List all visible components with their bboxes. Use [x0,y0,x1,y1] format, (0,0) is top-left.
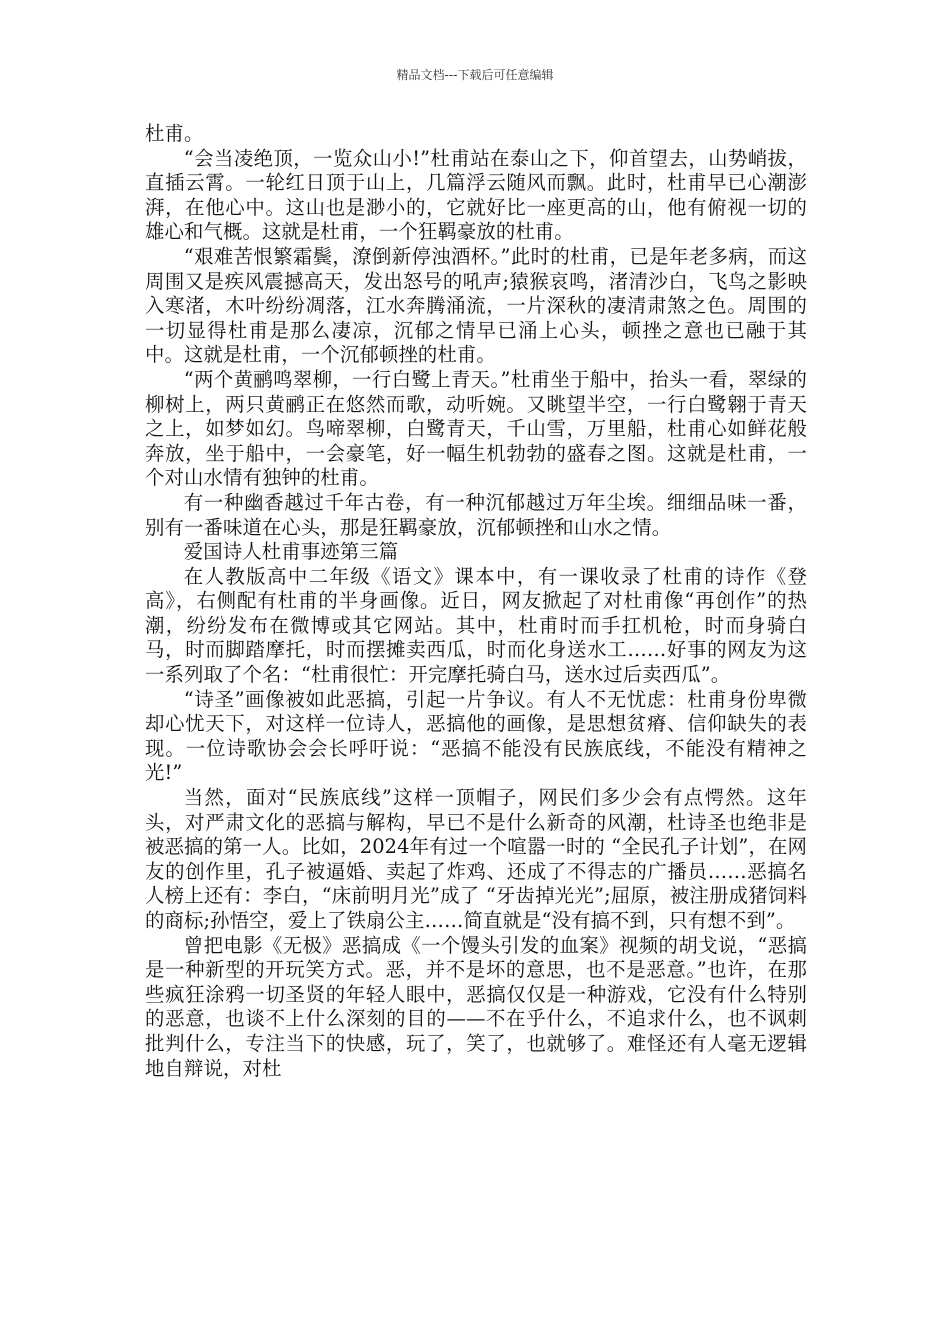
paragraph: 曾把电影《无极》恶搞成《一个馒头引发的血案》视频的胡戈说，“恶搞是一种新型的开玩笑方式。恶，并不是坏的意思，也不是恶意。”也许，在那些疯狂涂鸦一切圣贤的年轻人眼中，恶搞仅仅是一种游戏，它没有什么特别的恶意，也谈不上什么深刻的目的——不在乎什么，不追求什么，也不讽刺批判什么，专注当下的快感，玩了，笑了，也就够了。难怪还有人毫无逻辑地自辩说，对杜 [145,933,807,1080]
document-body [145,122,807,1081]
paragraph: “诗圣”画像被如此恶搞，引起一片争议。有人不无忧虑：杜甫身份卑微却心忧天下，对这样一位诗人，恶搞他的画像，是思想贫瘠、信仰缺失的表现。一位诗歌协会会长呼吁说：“恶搞不能没有民族底线，不能没有精神之光!” [145,687,807,785]
paragraph: 当然，面对“民族底线”这样一顶帽子，网民们多少会有点愕然。这年头，对严肃文化的恶搞与解构，早已不是什么新奇的风潮，杜诗圣也绝非是被恶搞的第一人。比如，2024年有过一个喧嚣一时的 “全民孔子计划”，在网友的创作里，孔子被逼婚、卖起了炸鸡、还成了不得志的广播员……恶搞名人榜上还有：李白，“床前明月光”成了 “牙齿掉光光”;屈原，被注册成猪饲料的商标;孙悟空，爱上了铁扇公主……简直就是“没有搞不到，只有想不到”。 [145,786,807,932]
paragraph: “两个黄鹂鸣翠柳，一行白鹭上青天。”杜甫坐于船中，抬头一看，翠绿的柳树上，两只黄鹂正在悠然而歌，动听婉。又眺望半空，一行白鹭翱于青天之上，如梦如幻。鸟啼翠柳，白鹭青天，千山雪，万里船，杜甫心如鲜花般奔放，坐于船中，一会豪笔，好一幅生机勃勃的盛春之图。这就是杜甫，一个对山水情有独钟的杜甫。 [145,367,807,490]
section-heading: 爱国诗人杜甫事迹第三篇 [183,540,399,564]
paragraph: 在人教版高中二年级《语文》课本中，有一课收录了杜甫的诗作《登高》，右侧配有杜甫的半身画像。近日，网友掀起了对杜甫像“再创作”的热潮，纷纷发布在微博或其它网站。其中，杜甫时而手扛机枪，时而身骑白马，时而脚踏摩托，时而摆摊卖西瓜，时而化身送水工……好事的网友为这一系列取了个名：“杜甫很忙：开完摩托骑白马，送水过后卖西瓜”。 [145,564,807,687]
paragraph: 有一种幽香越过千年古卷，有一种沉郁越过万年尘埃。细细品味一番，别有一番味道在心头，那是狂羁豪放，沉郁顿挫和山水之情。 [145,490,807,539]
paragraph: “艰难苦恨繁霜鬓，潦倒新停浊酒杯。”此时的杜甫，已是年老多病，而这周围又是疾风震撼高天，发出怒号的吼声;猿猴哀鸣，渚清沙白，飞鸟之影映入寒渚，木叶纷纷凋落，江水奔腾涌流，一片深秋的凄清肃煞之色。周围的一切显得杜甫是那么凄凉，沉郁之情早已涌上心头，顿挫之意也已融于其中。这就是杜甫，一个沉郁顿挫的杜甫。 [145,244,807,367]
paragraph: “会当凌绝顶，一览众山小!”杜甫站在泰山之下，仰首望去，山势峭拔，直插云霄。一轮红日顶于山上，几篇浮云随风而飘。此时，杜甫早已心潮澎湃，在他心中。这山也是渺小的，它就好比一座更高的山，他有俯视一切的雄心和气概。这就是杜甫，一个狂羁豪放的杜甫。 [145,146,807,244]
page-header: 精品文档---下载后可任意编辑 [396,68,554,82]
paragraph-continuation: 杜甫。 [145,122,204,145]
